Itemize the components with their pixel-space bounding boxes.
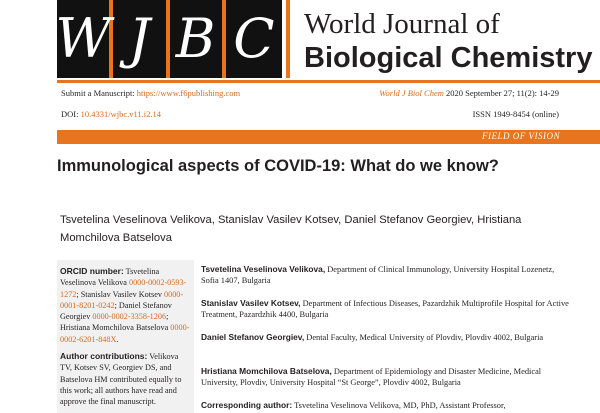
- logo-letter-cell: [170, 0, 226, 78]
- contributions-text: Velikova TV, Kotsev SV, Georgiev DS, and Batselova HM contributed equally to this work; all authors have read and approve the final manuscript.: [60, 352, 182, 407]
- orcid-link[interactable]: 0000-0002-0593-1272: [60, 278, 187, 299]
- doi-label: DOI:: [61, 109, 79, 119]
- orcid-link[interactable]: 0000-0002-3358-1206: [92, 312, 167, 322]
- affiliation-item: [201, 298, 571, 321]
- orcid-name: Tsvetelina Veselinova Velikova: [60, 267, 160, 288]
- corresponding-author-label: Corresponding author:: [201, 400, 293, 410]
- logo-letter: B: [175, 7, 216, 70]
- journal-logo: [57, 0, 282, 78]
- logo-letter: J: [128, 7, 151, 70]
- section-bar: [57, 130, 600, 144]
- affiliation-text: Department of Clinical Immunology, University Hospital Lozenetz, Sofia 1407, Bulgaria: [201, 265, 555, 286]
- orcid-label: ORCID number:: [60, 266, 124, 276]
- submission-row: [61, 88, 559, 98]
- corresponding-author: [201, 400, 571, 411]
- journal-masthead: [57, 0, 600, 85]
- affiliation-item: [201, 264, 571, 287]
- masthead-divider: [57, 80, 600, 83]
- orcid-name: Stanislav Vasilev Kotsev: [80, 289, 162, 299]
- corresponding-author-text: Tsvetelina Veselinova Velikova, MD, PhD, Assistant Professor,: [294, 401, 506, 410]
- journal-title-line1: World Journal of: [304, 8, 500, 40]
- logo-letter: C: [233, 7, 275, 70]
- orcid-name: Hristiana Momchilova Batselova: [60, 323, 169, 333]
- contributions-block: [60, 351, 191, 407]
- logo-letter-cell: [113, 0, 169, 78]
- affiliation-item: [201, 332, 571, 343]
- affiliation-text: Department of Epidemiology and Disaster Medicine, Medical University, Plovdiv, University Hospital “St George”, Plovdiv 4002, Bulgaria: [201, 367, 542, 388]
- journal-abbrev: World J Biol Chem: [379, 88, 444, 98]
- affiliation-name: Hristiana Momchilova Batselova,: [201, 366, 332, 376]
- logo-letter-cell: [57, 0, 113, 78]
- orcid-block: ORCID number: Tsvetelina Veselinova Velikova 0000-0002-0593-1272; Stanislav Vasilev Kotsev 0000-0001-8201-0242; Daniel Stefanov Georgiev 0000-0002-3358-1206; Hristiana Momchilova Batselova 0000-0002-6201-848X.: [60, 266, 190, 344]
- journal-title-line2: Biological Chemistry: [304, 42, 593, 74]
- issn: ISSN 1949-8454 (online): [472, 109, 559, 119]
- author-list: Tsvetelina Veselinova Velikova, Stanislav Vasilev Kotsev, Daniel Stefanov Georgiev, Hristiana Momchilova Batselova: [60, 214, 522, 244]
- journal-title: [286, 0, 600, 78]
- citation-details: 2020 September 27; 11(2): 14-29: [446, 88, 559, 98]
- article-title: Immunological aspects of COVID-19: What do we know?: [57, 157, 499, 175]
- orcid-name: Daniel Stefanov Georgiev: [60, 300, 172, 322]
- affiliation-item: [201, 366, 571, 389]
- orcid-link[interactable]: 0000-0002-6201-848X: [60, 323, 190, 344]
- citation: [379, 88, 559, 98]
- doi-row: [61, 109, 559, 119]
- submit-link[interactable]: https://www.f6publishing.com: [136, 88, 241, 98]
- affiliation-text: Dental Faculty, Medical University of Plovdiv, Plovdiv 4002, Bulgaria: [306, 333, 544, 342]
- contributions-label: Author contributions:: [60, 351, 148, 362]
- affiliation-text: Department of Infectious Diseases, Pazardzhik Multiprofile Hospital for Active Treatment, Pazardzhik 4400, Bulgaria: [201, 299, 569, 320]
- section-label: FIELD OF VISION: [482, 131, 560, 141]
- affiliation-name: Daniel Stefanov Georgiev,: [201, 332, 305, 342]
- doi-link[interactable]: 10.4331/wjbc.v11.i2.14: [80, 109, 162, 119]
- affiliation-name: Stanislav Vasilev Kotsev,: [201, 298, 301, 308]
- affiliation-name: Tsvetelina Veselinova Velikova,: [201, 264, 326, 274]
- orcid-link[interactable]: 0000-0001-8201-0242: [60, 289, 184, 310]
- submit-label: Submit a Manuscript:: [61, 88, 135, 98]
- article-info-sidebar: [57, 260, 194, 413]
- logo-letter-cell: [226, 0, 282, 78]
- logo-letter: W: [55, 7, 111, 70]
